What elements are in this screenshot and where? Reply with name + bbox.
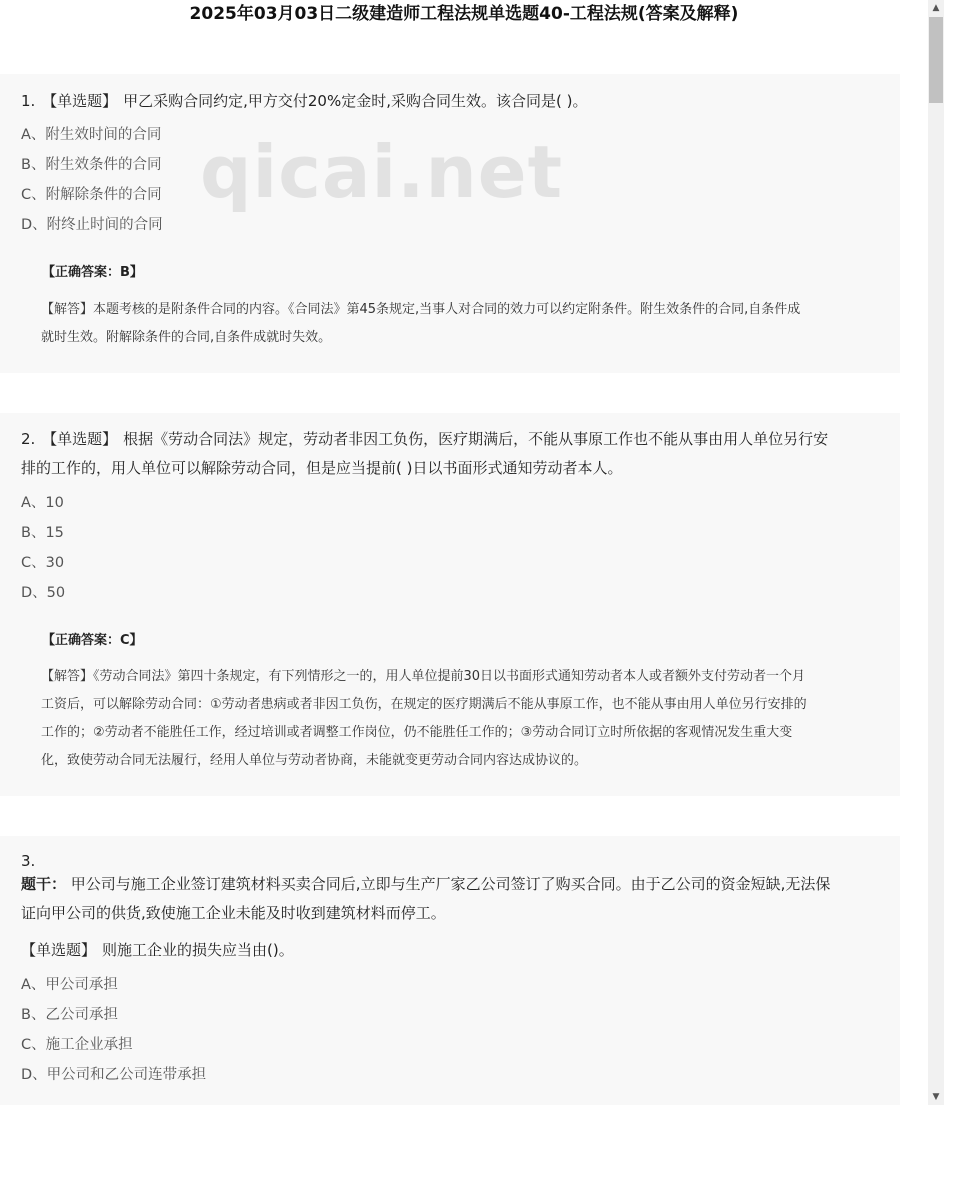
explanation-line: 就时生效。附解除条件的合同,自条件成就时失效。 <box>41 330 332 345</box>
explanation-line: 工资后，可以解除劳动合同：①劳动者患病或者非因工负伤，在规定的医疗期满后不能从事原工作，也不能从事由用人单位另行安排的 <box>41 697 807 712</box>
scrollbar-thumb[interactable] <box>929 17 943 103</box>
question-number: 1. <box>21 92 36 110</box>
option-a[interactable]: A、10 <box>21 495 64 511</box>
explanation-line: 【解答】本题考核的是附条件合同的内容。《合同法》第45条规定,当事人对合同的效力可以约定附条件。附生效条件的合同,自条件成 <box>41 302 801 317</box>
question-text: 排的工作的，用人单位可以解除劳动合同，但是应当提前( )日以书面形式通知劳动者本人。 <box>21 459 623 477</box>
question-stem <box>21 870 880 928</box>
question-text: 则施工企业的损失应当由()。 <box>102 941 294 959</box>
question-type-tag: 【单选题】 <box>21 941 97 959</box>
option-d[interactable]: D、附终止时间的合同 <box>21 217 163 233</box>
correct-answer: 【正确答案：B】 <box>42 265 143 280</box>
question-3-line <box>21 936 880 965</box>
stem-label: 题干： <box>21 875 67 893</box>
question-text: 甲乙采购合同约定,甲方交付20%定金时,采购合同生效。该合同是( )。 <box>123 92 588 110</box>
option-d[interactable]: D、甲公司和乙公司连带承担 <box>21 1067 207 1083</box>
stem-text: 证向甲公司的供货,致使施工企业未能及时收到建筑材料而停工。 <box>21 904 446 922</box>
explanation <box>41 663 870 775</box>
scroll-up-arrow-icon[interactable]: ▲ <box>932 3 940 13</box>
option-c[interactable]: C、30 <box>21 555 65 571</box>
watermark: qicai.net <box>200 130 564 214</box>
question-2-line <box>21 425 880 483</box>
question-type-tag: 【单选题】 <box>42 92 118 110</box>
question-number: 2. <box>21 430 36 448</box>
question-1-line <box>21 87 880 116</box>
vertical-scrollbar[interactable] <box>928 0 944 1105</box>
explanation <box>41 296 870 352</box>
stem-text: 甲公司与施工企业签订建筑材料买卖合同后,立即与生产厂家乙公司签订了购买合同。由于乙公司的资金短缺,无法保 <box>70 875 831 893</box>
question-card-1 <box>0 74 900 373</box>
option-d[interactable]: D、50 <box>21 585 66 601</box>
question-card-2 <box>0 413 900 796</box>
page-title: 2025年03月03日二级建造师工程法规单选题40-工程法规(答案及解释) <box>189 4 739 24</box>
option-c[interactable]: C、施工企业承担 <box>21 1037 133 1053</box>
option-b[interactable]: B、15 <box>21 525 64 541</box>
correct-answer: 【正确答案：C】 <box>42 633 143 648</box>
question-text: 根据《劳动合同法》规定，劳动者非因工负伤，医疗期满后，不能从事原工作也不能从事由用人单位另行安 <box>123 430 829 448</box>
explanation-line: 化，致使劳动合同无法履行，经用人单位与劳动者协商，未能就变更劳动合同内容达成协议的。 <box>41 753 588 768</box>
explanation-line: 【解答】《劳动合同法》第四十条规定，有下列情形之一的，用人单位提前30日以书面形式通知劳动者本人或者额外支付劳动者一个月 <box>41 669 806 684</box>
option-b[interactable]: B、附生效条件的合同 <box>21 157 162 173</box>
option-a[interactable]: A、甲公司承担 <box>21 977 118 993</box>
option-b[interactable]: B、乙公司承担 <box>21 1007 118 1023</box>
scroll-down-arrow-icon[interactable]: ▼ <box>932 1092 940 1102</box>
option-a[interactable]: A、附生效时间的合同 <box>21 127 162 143</box>
question-number: 3. <box>21 852 36 870</box>
question-type-tag: 【单选题】 <box>42 430 118 448</box>
explanation-line: 工作的；②劳动者不能胜任工作，经过培训或者调整工作岗位，仍不能胜任工作的；③劳动合同订立时所依据的客观情况发生重大变 <box>41 725 793 740</box>
question-card-3 <box>0 836 900 1105</box>
option-c[interactable]: C、附解除条件的合同 <box>21 187 162 203</box>
